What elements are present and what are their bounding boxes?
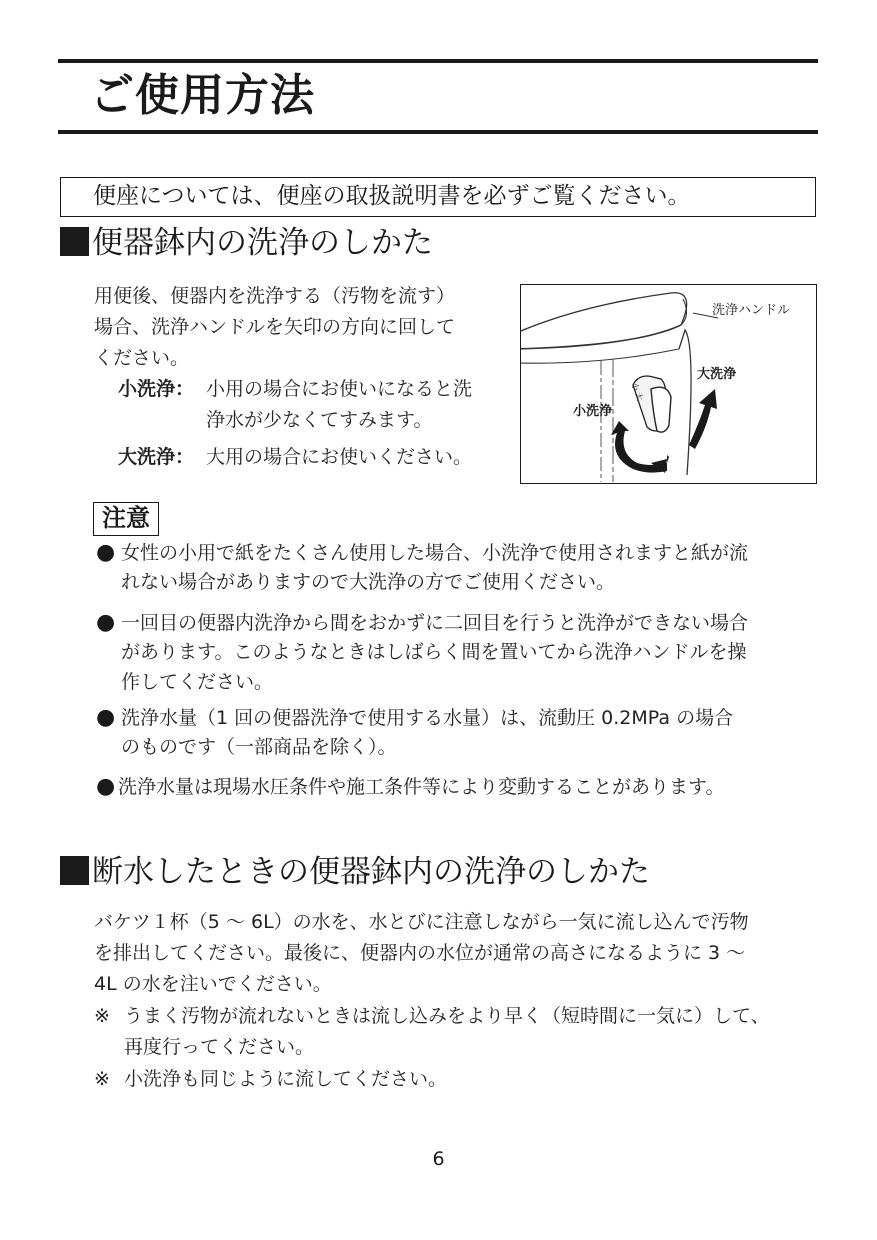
section-heading-text: 便器鉢内の洗浄のしかた xyxy=(92,225,433,261)
large-flush-desc: 大用の場合にお使いください。 xyxy=(206,446,473,468)
handle-label: 洗浄ハンドル xyxy=(712,303,791,318)
intro-line-1: 用便後、便器内を洗浄する（汚物を流す） xyxy=(94,285,456,307)
section-heading-bowl-flush xyxy=(60,221,433,265)
page-number: 6 xyxy=(432,1148,445,1170)
small-flush-desc-2: 浄水が少なくてすみます。 xyxy=(206,409,433,431)
large-flush-label: 大洗浄 xyxy=(697,367,737,382)
note-mark-2: ※ xyxy=(94,1068,110,1090)
caution-item-1-line-1: 女性の小用で紙をたくさん使用した場合、小洗浄で使用されますと紙が流 xyxy=(121,542,749,564)
caution-bullet-4: ● xyxy=(96,774,116,799)
caution-item-2-line-2: があります。このようなときはしばらく間を置いてから洗浄ハンドルを操 xyxy=(121,641,747,663)
note-2-line-1: 小洗浄も同じように流してください。 xyxy=(124,1068,448,1090)
caution-item-3-line-1: 洗浄水量（1 回の便器洗浄で使用する水量）は、流動圧 0.2MPa の場合 xyxy=(121,707,734,729)
caution-bullet-1: ● xyxy=(96,540,116,565)
section-heading-water-outage xyxy=(60,850,650,894)
outage-line-1: バケツ１杯（5 ～ 6L）の水を、水とびに注意しながら一気に流し込んで汚物 xyxy=(94,911,749,933)
caution-badge: 注意 xyxy=(93,502,159,536)
intro-line-2: 場合、洗浄ハンドルを矢印の方向に回して xyxy=(94,316,456,338)
title-top-rule xyxy=(58,59,818,63)
caution-item-2-line-3: 作してください。 xyxy=(121,671,274,693)
outage-line-2: を排出してください。最後に、便器内の水位が通常の高さになるように 3 ～ xyxy=(94,942,746,964)
large-flush-term: 大洗浄： xyxy=(118,446,195,468)
note-mark-1: ※ xyxy=(94,1005,110,1027)
caution-bullet-2: ● xyxy=(96,610,116,635)
caution-bullet-3: ● xyxy=(96,705,116,730)
square-bullet-icon xyxy=(60,227,89,256)
caution-item-2-line-1: 一回目の便器内洗浄から間をおかずに二回目を行うと洗浄ができない場合 xyxy=(121,612,749,634)
note-1-line-1: うまく汚物が流れないときは流し込みをより早く（短時間に一気に）して、 xyxy=(124,1005,770,1027)
flush-handle-illustration xyxy=(520,284,817,484)
small-flush-desc-1: 小用の場合にお使いになると洗 xyxy=(206,378,473,400)
square-bullet-icon xyxy=(60,856,89,885)
title-bottom-rule xyxy=(58,130,818,134)
caution-item-1-line-2: れない場合がありますので大洗浄の方でご使用ください。 xyxy=(121,571,616,593)
outage-line-3: 4L の水を注いでください。 xyxy=(94,973,332,995)
note-1-line-2: 再度行ってください。 xyxy=(124,1036,315,1058)
page-title: ご使用方法 xyxy=(90,70,315,121)
caution-item-4-line-1: 洗浄水量は現場水圧条件や施工条件等により変動することがあります。 xyxy=(118,776,725,798)
small-flush-label: 小洗浄 xyxy=(573,404,613,419)
caution-item-3-line-2: のものです（一部商品を除く）。 xyxy=(121,736,397,758)
handle-marks: 小 大 xyxy=(629,381,645,402)
small-flush-term: 小洗浄： xyxy=(118,378,195,400)
seat-manual-notice: 便座については、便座の取扱説明書を必ずご覧ください。 xyxy=(60,177,816,217)
section-heading-text: 断水したときの便器鉢内の洗浄のしかた xyxy=(92,854,650,890)
intro-line-3: ください。 xyxy=(94,347,190,369)
